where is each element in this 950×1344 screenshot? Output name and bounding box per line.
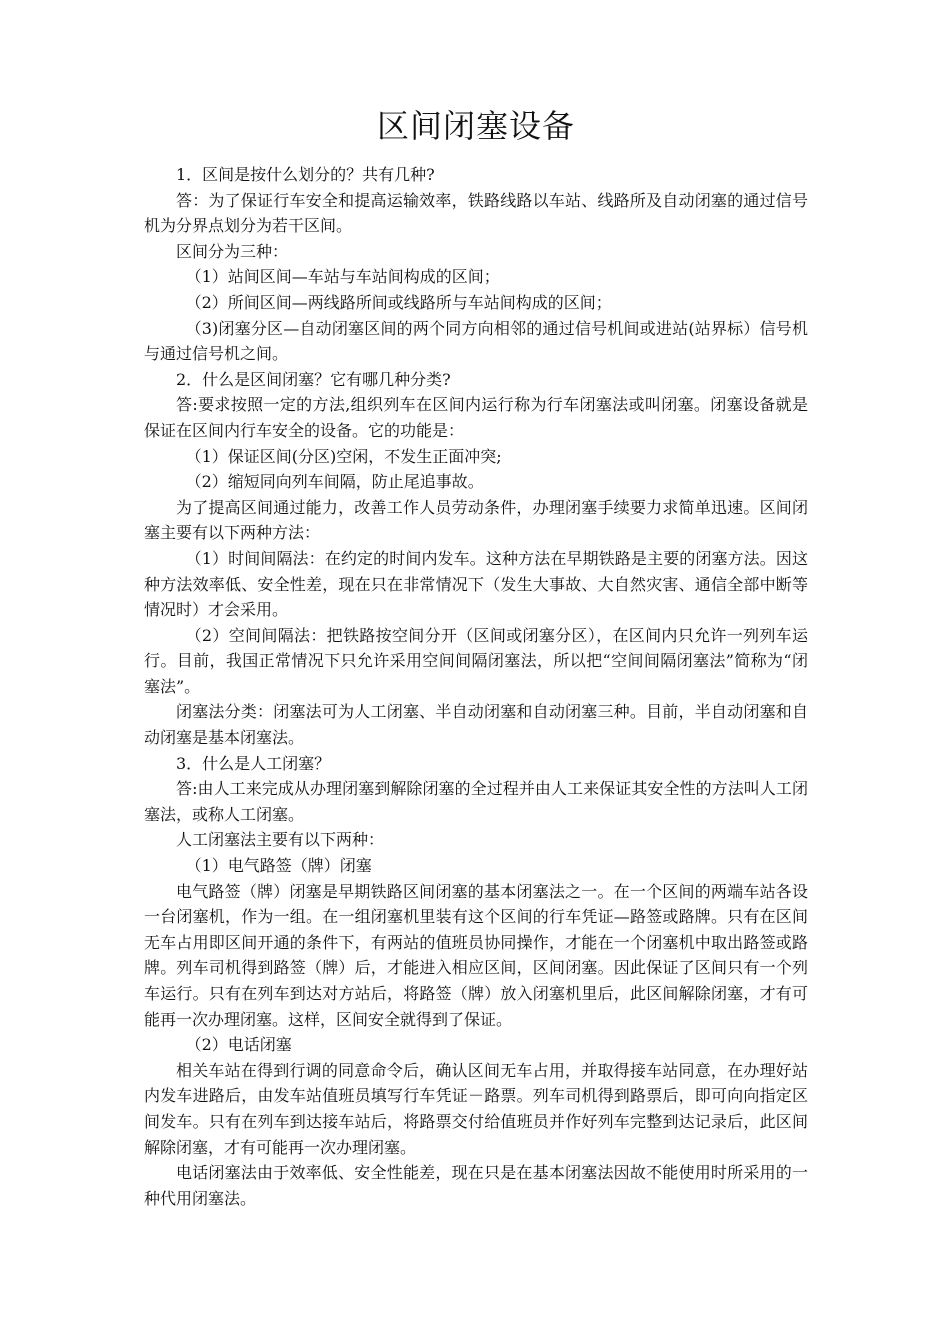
paragraph: （3)闭塞分区—自动闭塞区间的两个同方向相邻的通过信号机间或进站(站界标）信号机与通过信号机之间。 — [144, 318, 808, 364]
paragraph: 人工闭塞法主要有以下两种： — [176, 830, 385, 850]
paragraph: 2．什么是区间闭塞？它有哪几种分类? — [176, 369, 451, 389]
paragraph: 答：为了保证行车安全和提高运输效率，铁路线路以车站、线路所及自动闭塞的通过信号机为分界点划分为若干区间。 — [144, 190, 808, 236]
paragraph: 区间分为三种： — [176, 241, 289, 261]
paragraph: 为了提高区间通过能力，改善工作人员劳动条件，办理闭塞手续要力求简单迅速。区间闭塞主要有以下两种方法： — [144, 497, 808, 543]
paragraph: （1）保证区间(分区)空闲，不发生正面冲突; — [185, 446, 502, 466]
paragraph: （1）时间间隔法：在约定的时间内发车。这种方法在早期铁路是主要的闭塞方法。因这种方法效率低、安全性差，现在只在非常情况下（发生大事故、大自然灾害、通信全部中断等情况时）才会采用。 — [144, 548, 808, 620]
paragraph: 3．什么是人工闭塞？ — [176, 753, 331, 773]
paragraph: 闭塞法分类：闭塞法可为人工闭塞、半自动闭塞和自动闭塞三种。目前，半自动闭塞和自动闭塞是基本闭塞法。 — [144, 702, 808, 748]
paragraph: 答:要求按照一定的方法,组织列车在区间内运行称为行车闭塞法或叫闭塞。闭塞设备就是保证在区间内行车安全的设备。它的功能是： — [144, 395, 808, 440]
document-body — [144, 162, 808, 1211]
document-title: 区间闭塞设备 — [376, 107, 575, 145]
paragraph: 电话闭塞法由于效率低、安全性能差，现在只是在基本闭塞法因故不能使用时所采用的一种代用闭塞法。 — [144, 1163, 808, 1208]
paragraph: （2）缩短同向列车间隔，防止尾追事故。 — [185, 472, 484, 492]
paragraph: （1）站间区间—车站与车站间构成的区间； — [185, 267, 500, 287]
paragraph: 电气路签（牌）闭塞是早期铁路区间闭塞的基本闭塞法之一。在一个区间的两端车站各设一台闭塞机，作为一组。在一组闭塞机里装有这个区间的行车凭证—路签或路牌。只有在区间无车占用即区间开通的条件下，有两站的值班员协同操作，才能在一个闭塞机中取出路签或路牌。列车司机得到路签（牌）后，才能进入相应区间，区间闭塞。因此保证了区间只有一个列车运行。只有在列车到达对方站后，将路签（牌）放入闭塞机里后，此区间解除闭塞，才有可能再一次办理闭塞。这样，区间安全就得到了保证。 — [144, 881, 808, 1029]
paragraph: （2）所间区间—两线路所间或线路所与车站间构成的区间； — [185, 292, 612, 312]
paragraph: （2）空间间隔法：把铁路按空间分开（区间或闭塞分区），在区间内只允许一列列车运行。目前，我国正常情况下只允许采用空间间隔闭塞法，所以把“空间间隔闭塞法”简称为“闭塞法”。 — [144, 625, 808, 696]
paragraph: 答:由人工来完成从办理闭塞到解除闭塞的全过程并由人工来保证其安全性的方法叫人工闭塞法，或称人工闭塞。 — [144, 779, 808, 824]
paragraph: 1．区间是按什么划分的？共有几种? — [176, 165, 435, 184]
paragraph: （2）电话闭塞 — [185, 1035, 292, 1055]
paragraph: （1）电气路签（牌）闭塞 — [185, 856, 372, 876]
paragraph: 相关车站在得到行调的同意命令后，确认区间无车占用，并取得接车站同意，在办理好站内发车进路后，由发车站值班员填写行车凭证－路票。列车司机得到路票后，即可向向指定区间发车。只有在列车到达接车站后，将路票交付给值班员并作好列车完整到达记录后，此区间解除闭塞，才有可能再一次办理闭塞。 — [144, 1060, 808, 1157]
document-page — [144, 100, 808, 1211]
